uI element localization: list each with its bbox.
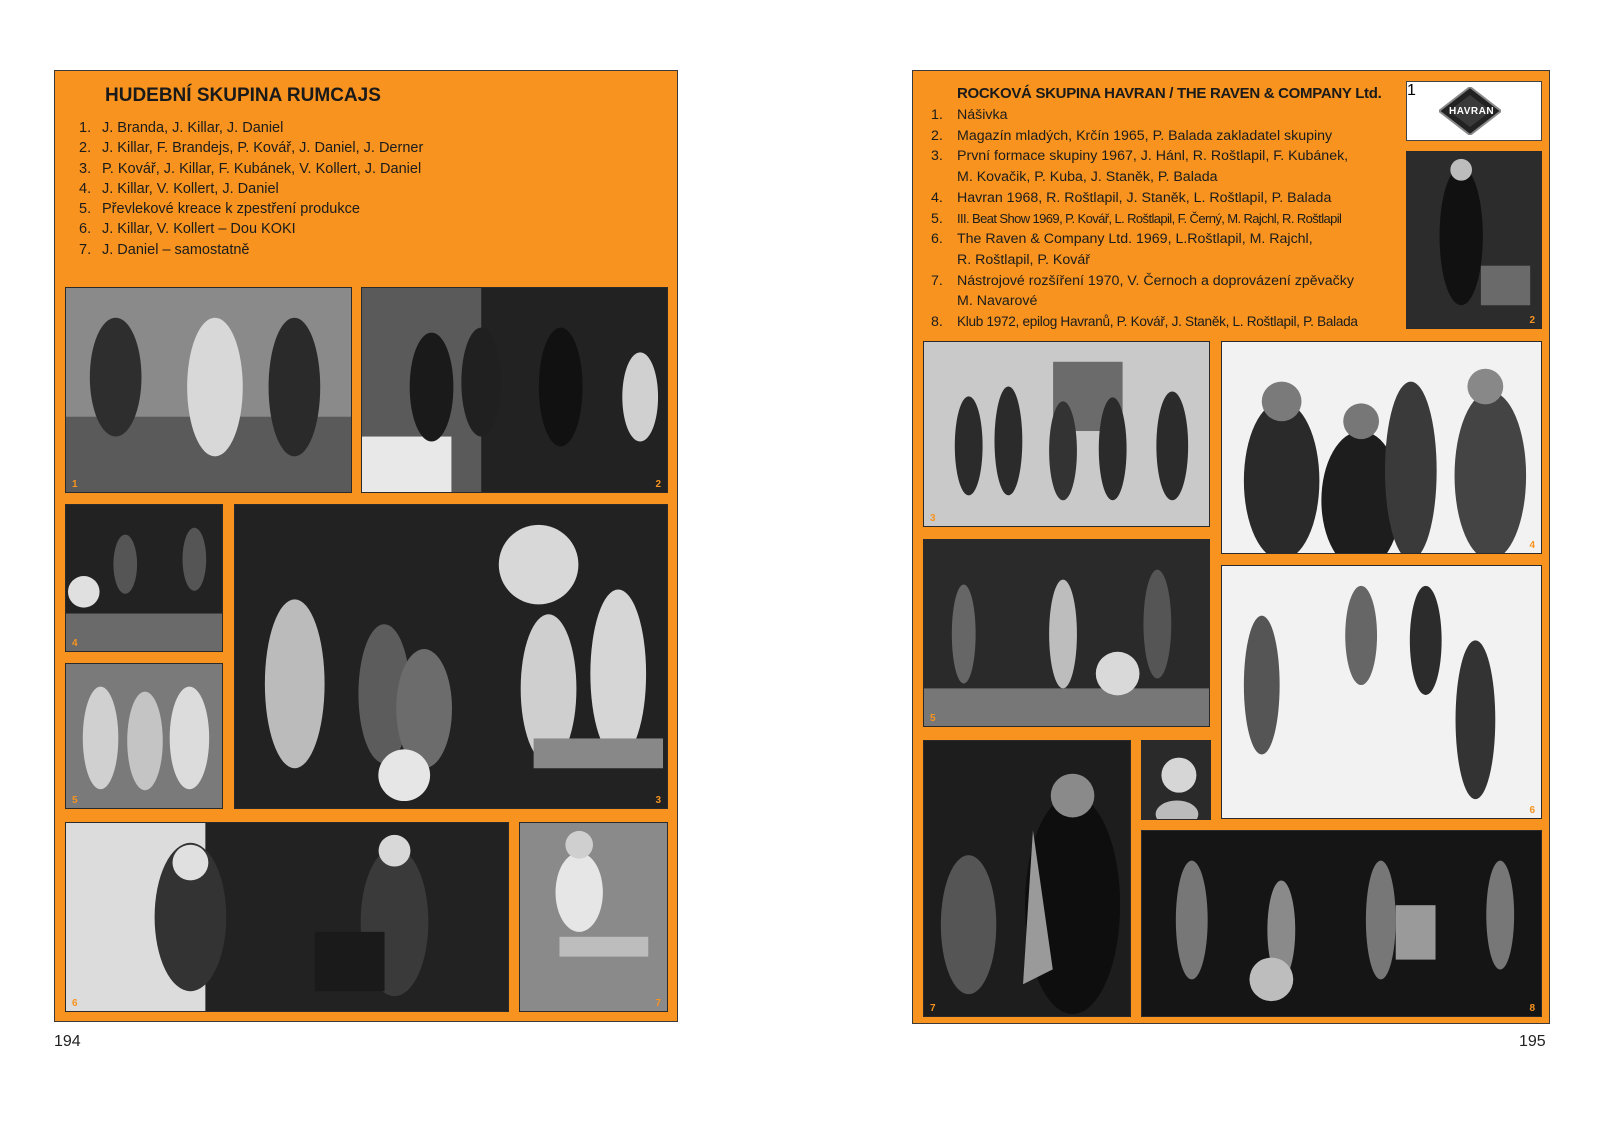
right-page-panel — [912, 70, 1550, 1024]
photo-2-figures — [362, 288, 667, 492]
photo-number: 3 — [655, 795, 661, 806]
caption-item: 4. J. Killar, V. Kollert, J. Daniel — [79, 180, 279, 197]
photo-rumcajs-1 — [65, 287, 352, 493]
caption-item: 2. Magazín mladých, Krčín 1965, P. Balada zakladatel skupiny — [931, 127, 1333, 144]
photo-havran-3 — [923, 341, 1210, 527]
left-caption-list — [79, 118, 423, 260]
havran-logo-text: HAVRAN — [1449, 106, 1495, 117]
photo-havran-singer — [1141, 740, 1211, 820]
photo-1-figures — [66, 288, 351, 492]
photo-havran-7 — [923, 740, 1131, 1017]
left-page-title: HUDEBNÍ SKUPINA RUMCAJS — [105, 85, 381, 106]
caption-item: 5. Převlekové kreace k zpestření produkce — [79, 201, 360, 218]
caption-item: M. Kovačik, P. Kuba, J. Staněk, P. Balada — [957, 169, 1218, 186]
caption-item: 7. Nástrojové rozšíření 1970, V. Černoch a doprovázení zpěvačky — [931, 272, 1354, 289]
caption-item: 1. J. Branda, J. Killar, J. Daniel — [79, 120, 284, 136]
photo-rumcajs-2 — [361, 287, 668, 493]
caption-item: 5. III. Beat Show 1969, P. Kovář, L. Roštlapil, F. Černý, M. Rajchl, R. Roštlapil — [931, 210, 1342, 227]
photo-rumcajs-3 — [234, 504, 668, 809]
photo-havran-8 — [1141, 830, 1542, 1017]
photo-number: 1 — [72, 479, 78, 490]
photo-rumcajs-7 — [519, 822, 668, 1012]
photo-number: 7 — [655, 998, 661, 1009]
photo-singer-figure — [1142, 741, 1210, 819]
photo-3-figures — [924, 342, 1209, 526]
caption-item: 3. První formace skupiny 1967, J. Hánl, R. Roštlapil, F. Kubánek, — [931, 148, 1349, 165]
photo-number: 4 — [1529, 540, 1535, 551]
photo-havran-6 — [1221, 565, 1542, 819]
caption-item: 7. J. Daniel – samostatně — [79, 241, 250, 258]
left-page-panel — [54, 70, 678, 1022]
photo-rumcajs-4 — [65, 504, 223, 652]
right-page-number: 195 — [1519, 1033, 1546, 1050]
caption-item: 1. Nášivka — [931, 107, 1008, 123]
photo-4-figures — [1222, 342, 1541, 553]
caption-item: R. Roštlapil, P. Kovář — [957, 251, 1090, 268]
left-page-number: 194 — [54, 1033, 81, 1050]
photo-5-figures — [66, 664, 222, 808]
right-caption-list — [931, 105, 1358, 333]
photo-5-figures — [924, 540, 1209, 726]
photo-number: 7 — [930, 1003, 936, 1014]
havran-patch-logo — [1406, 81, 1542, 141]
photo-havran-4 — [1221, 341, 1542, 554]
caption-item: 4. Havran 1968, R. Roštlapil, J. Staněk, L. Roštlapil, P. Balada — [931, 189, 1332, 206]
photo-7-figures — [520, 823, 667, 1011]
photo-8-figures — [1142, 831, 1541, 1016]
right-page-title: ROCKOVÁ SKUPINA HAVRAN / THE RAVEN & COMPANY Ltd. — [957, 85, 1382, 102]
photo-4-figures — [66, 505, 222, 651]
photo-number: 2 — [1529, 315, 1535, 326]
photo-havran-2 — [1406, 151, 1542, 329]
caption-item: 6. The Raven & Company Ltd. 1969, L.Roštlapil, M. Rajchl, — [931, 231, 1313, 248]
photo-rumcajs-6 — [65, 822, 509, 1012]
caption-item: 3. P. Kovář, J. Killar, F. Kubánek, V. Kollert, J. Daniel — [79, 160, 422, 177]
photo-number: 4 — [72, 638, 78, 649]
photo-6-figures — [66, 823, 508, 1011]
photo-rumcajs-5 — [65, 663, 223, 809]
photo-2-figures — [1407, 152, 1541, 328]
photo-number: 6 — [1529, 805, 1535, 816]
caption-item: 2. J. Killar, F. Brandejs, P. Kovář, J. Daniel, J. Derner — [79, 140, 424, 157]
photo-number: 5 — [72, 795, 78, 806]
photo-havran-5 — [923, 539, 1210, 727]
photo-3-figures — [235, 505, 667, 808]
photo-7-figures — [924, 741, 1130, 1016]
caption-item: 8. Klub 1972, epilog Havranů, P. Kovář, J. Staněk, L. Roštlapil, P. Balada — [931, 314, 1358, 331]
photo-number: 3 — [930, 513, 936, 524]
photo-number: 6 — [72, 998, 78, 1009]
photo-number: 2 — [655, 479, 661, 490]
caption-item: M. Navarové — [957, 293, 1038, 310]
photo-number: 5 — [930, 713, 936, 724]
photo-number: 1 — [1407, 82, 1416, 99]
caption-item: 6. J. Killar, V. Kollert – Dou KOKI — [79, 221, 296, 238]
photo-6-figures — [1222, 566, 1541, 818]
photo-number: 8 — [1529, 1003, 1535, 1014]
